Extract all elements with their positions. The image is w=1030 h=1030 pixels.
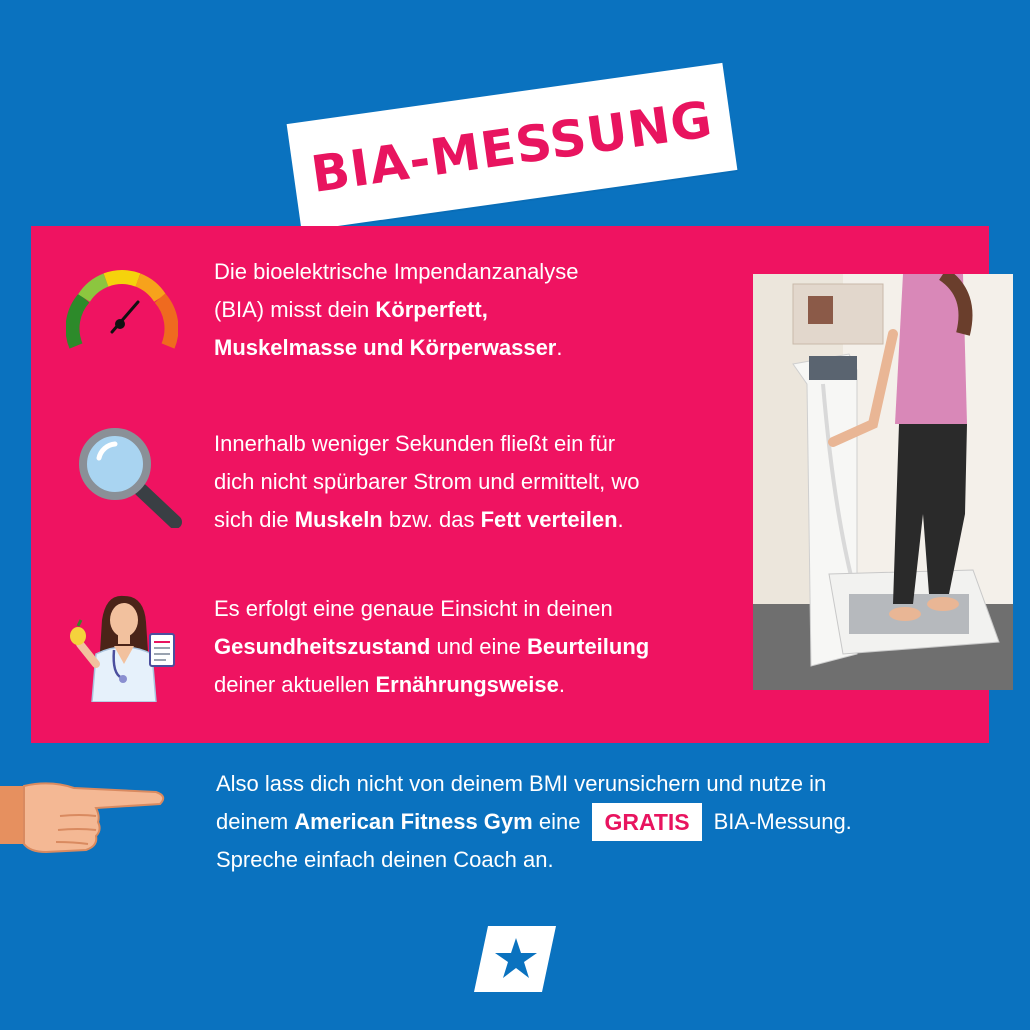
feature-2-bold-1: Muskeln bbox=[294, 507, 383, 532]
gym-name: American Fitness Gym bbox=[294, 809, 533, 834]
feature-1-bold-2: Muskelmasse und Körperwasser bbox=[214, 335, 557, 360]
feature-1-line-2: (BIA) misst dein bbox=[214, 297, 376, 322]
feature-3-bold-2: Beurteilung bbox=[527, 634, 650, 659]
feature-3-end: . bbox=[558, 672, 565, 697]
magnifier-icon bbox=[77, 428, 182, 528]
feature-1-line-1: Die bioelektrische Impendanzanalyse bbox=[214, 259, 579, 284]
feature-3-text-a: und eine bbox=[430, 634, 527, 659]
gauge-icon bbox=[66, 268, 178, 352]
feature-2-end: . bbox=[617, 507, 624, 532]
cta-line-2-pre: deinem bbox=[216, 809, 295, 834]
feature-2-line-1: Innerhalb weniger Sekunden fließt ein für bbox=[214, 431, 616, 456]
feature-3-text-b: deiner aktuellen bbox=[214, 672, 376, 697]
feature-2-text-b: bzw. das bbox=[382, 507, 481, 532]
feature-1-end: . bbox=[556, 335, 563, 360]
star-logo-icon bbox=[470, 926, 560, 992]
feature-1-bold-1: Körperfett, bbox=[375, 297, 488, 322]
feature-2-bold-2: Fett verteilen bbox=[480, 507, 618, 532]
feature-text-3 bbox=[214, 590, 754, 704]
feature-text-1 bbox=[214, 253, 754, 367]
feature-2-text-a: sich die bbox=[214, 507, 295, 532]
feature-3-bold-1: Gesundheitszustand bbox=[214, 634, 431, 659]
cta-line-2-post: BIA-Messung. bbox=[713, 809, 852, 834]
feature-text-2 bbox=[214, 425, 754, 539]
page-title: BIA-MESSUNG bbox=[307, 90, 717, 204]
cta-line-3: Spreche einfach deinen Coach an. bbox=[216, 847, 554, 872]
feature-3-bold-3: Ernährungsweise bbox=[375, 672, 559, 697]
feature-3-line-1: Es erfolgt eine genaue Einsicht in deinen bbox=[214, 596, 613, 621]
cta-line-1: Also lass dich nicht von deinem BMI verunsichern und nutze in bbox=[216, 771, 827, 796]
pointing-hand-icon bbox=[0, 772, 170, 856]
feature-2-line-2: dich nicht spürbarer Strom und ermittelt, wo bbox=[214, 469, 640, 494]
bia-device-photo bbox=[753, 274, 1013, 690]
gratis-badge: GRATIS bbox=[592, 803, 701, 841]
call-to-action bbox=[216, 765, 976, 879]
title-card bbox=[287, 63, 738, 231]
doctor-icon bbox=[66, 590, 178, 702]
cta-line-2-mid: eine bbox=[532, 809, 581, 834]
